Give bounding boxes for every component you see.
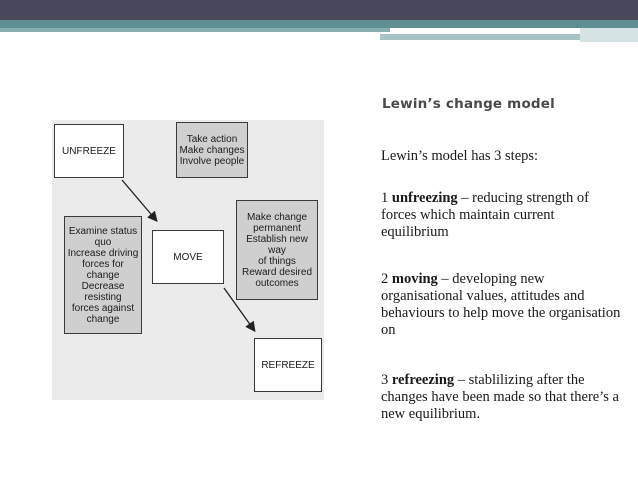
take-action-box: Take action Make changes Involve people [176, 122, 248, 178]
make-change-box: Make change permanent Establish new way of things Reward desired outcomes [236, 200, 318, 300]
slide-title: Lewin’s change model [382, 96, 555, 112]
header-stripe [0, 20, 638, 28]
step-term: unfreezing [391, 190, 458, 206]
header-stripe-end [580, 28, 638, 42]
move-box: MOVE [152, 230, 224, 284]
step-description: – stablilizing after the changes have been made so that there’s a new equilibrium. [381, 372, 619, 422]
arrow-unfreeze-to-move [122, 180, 156, 220]
step-term: moving [391, 271, 438, 287]
step-number: 2 [381, 271, 389, 287]
step-1 [381, 190, 621, 241]
step-description: – developing new organisational values, attitudes and behaviours to help move the organisation on [381, 271, 621, 338]
step-2 [381, 271, 621, 339]
step-term: refreezing [391, 372, 455, 388]
step-number: 1 [381, 190, 389, 206]
step-3 [381, 372, 621, 423]
refreeze-box: REFREEZE [254, 338, 322, 392]
header-stripe-light [0, 28, 390, 32]
step-number: 3 [381, 372, 389, 388]
intro-text: Lewin’s model has 3 steps: [381, 148, 539, 164]
step-description: – reducing strength of forces which maintain current equilibrium [381, 190, 589, 240]
lewin-diagram [52, 120, 324, 400]
header-bar [0, 0, 638, 20]
unfreeze-box: UNFREEZE [54, 124, 124, 178]
examine-status-box: Examine status quo Increase driving forces for change Decrease resisting forces against change [64, 216, 142, 334]
header-stripe-lighter [380, 34, 580, 40]
